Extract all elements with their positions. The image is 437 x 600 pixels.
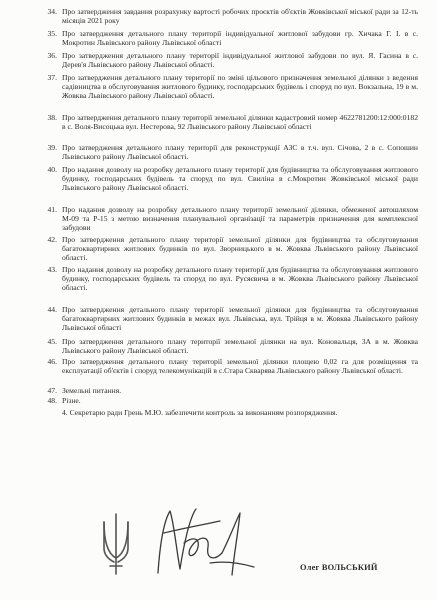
agenda-item [30,265,418,292]
agenda-item [30,7,418,25]
agenda-item [30,73,418,100]
agenda-item [30,357,418,375]
item-text: Про затвердження завдання розрахунку вартості робочих проєктів об'єктів Жовківської міської ради за 12-ть місяців 2021 року [62,7,418,26]
agenda-item [30,165,418,192]
item-text: Про надання дозволу на розробку детального плану території для будівництва та обслуговування житлового будинку, господарських будівель та споруд по вул. Русяєвича в м. Жовква Львівського району Львівської області. [62,265,418,293]
item-number: 48. [47,396,57,405]
agenda-item [30,235,418,262]
agenda-item [30,51,418,69]
agenda-item [30,205,418,232]
item-text: Про надання дозволу на розробку детального плану території для будівництва та обслуговування житлового будинку, господарських будівель та споруд по вул. Свиліна в с.Мокротин Жовківської міської ради Львівського району Львівської області. [62,165,418,193]
item-text: Різне. [62,396,81,405]
item-number: 44. [47,305,57,314]
item-number: 34. [47,7,57,16]
item-text: Про затвердження детального плану території земельної ділянки площею 0,02 га для розміщення та експлуатації об'єктів і споруд телекомунікацій в с.Стара Скварява Львівського району Львівської області. [62,357,418,376]
agenda-item [30,113,418,131]
item-text: Про затвердження детального плану території земельної ділянки для будівництва та обслуговування багатоквартирних житлових будинків в межах вул. Львівська, вул. Трійця в м. Жовква Львівського району Львівської області [62,305,418,333]
item-number: 40. [47,165,57,174]
item-text: Про затвердження детального плану території земельної ділянки на вул. Коновальця, 3А в м. Жовква Львівського району Львівської області. [62,337,418,356]
item-number: 41. [47,205,57,214]
item-number: 35. [47,29,57,38]
item-text: Про затвердження детального плану території по зміні цільового призначення земельної ділянки з ведення садівництва в обслуговування житлового будинку, господарських будівель і споруд по вул. Вокзальна, 19 в м. Жовква Львівського району Львівської області. [62,73,418,101]
item-number: 36. [47,51,57,60]
item-number: 42. [47,235,57,244]
item-text: Про затвердження детального плану території індивідуальної житлової забудови по вул. Я. Гасина в с. Дерев'я Львівського району Львівської області. [62,51,418,70]
closing-paragraph: 4. Секретарю ради Грень М.Ю. забезпечити контроль за виконанням розпорядження. [62,408,338,417]
item-text: Земельні питання. [62,386,122,395]
item-number: 38. [47,113,57,122]
item-text: Про затвердження детального плану території індивідуальної житлової забудови гр. Хичака Г. І. в с. Мокротин Львівського району Львівської області [62,29,418,48]
item-text: Про затвердження детального плану території земельної ділянки кадастровий номер 4622781200:12:000:0182 в с. Воля-Висоцька вул. Нестерова, 92 Львівського району Львівської області [62,113,418,132]
agenda-item [30,337,418,355]
item-number: 43. [47,265,57,274]
agenda-item [30,386,418,395]
agenda-item [30,305,418,332]
agenda-item [30,143,418,161]
agenda-item [30,29,418,47]
item-text: Про надання дозволу на розробку детального плану території земельної ділянки, обмеженої автошляхом М-09 та Р-15 з метою визначення планувальної організації та параметрів призначення для комплексної забудови [62,205,418,233]
item-text: Про затвердження детального плану території земельної ділянки для будівництва та обслуговування багатоквартирних житлових будинків по вул. Зворницького в м. Жовква Львівського району Львівської області. [62,235,418,263]
handwritten-signature [150,503,260,581]
trident-emblem-icon [98,508,134,578]
item-number: 39. [47,143,57,152]
item-number: 45. [47,337,57,346]
item-number: 47. [47,386,57,395]
item-number: 37. [47,73,57,82]
item-text: Про затвердження детального плану території для реконструкції АЗС в т.ч. вул. Січова, 2 в с. Сопошин Львівського району Львівської області. [62,143,418,162]
item-number: 46. [47,357,57,366]
agenda-item [30,396,418,405]
signer-name: Олег ВОЛЬСЬКИЙ [300,563,378,572]
